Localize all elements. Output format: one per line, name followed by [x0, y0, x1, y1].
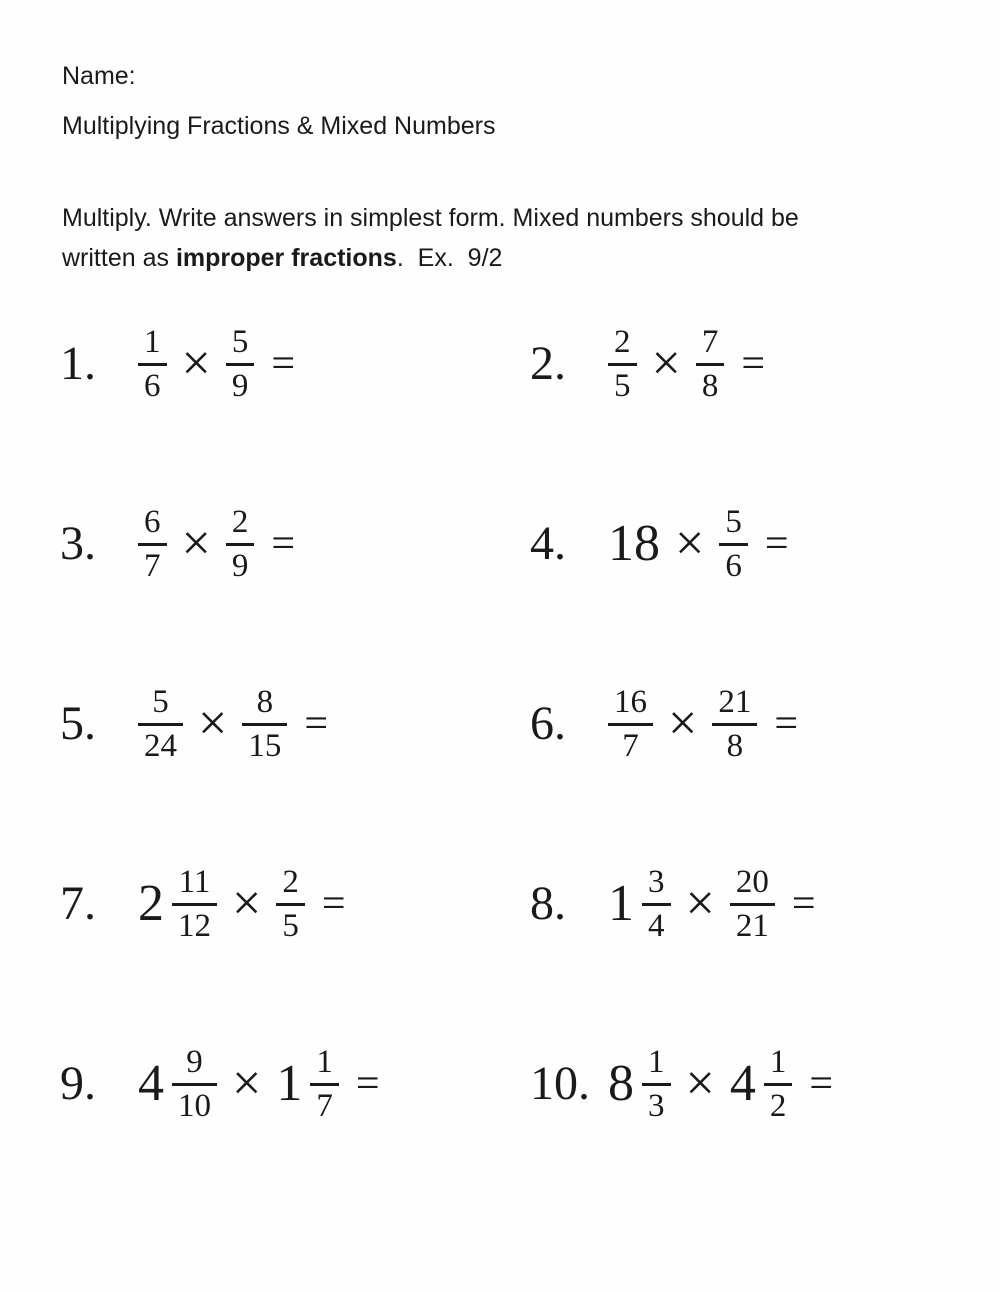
denominator: 24	[144, 727, 177, 764]
problem	[60, 814, 530, 994]
numerator: 2	[608, 326, 637, 366]
problem	[530, 454, 833, 634]
term	[608, 515, 660, 572]
term	[608, 323, 637, 404]
term	[276, 1043, 339, 1124]
term	[226, 503, 255, 584]
instructions	[62, 198, 942, 278]
term	[608, 683, 653, 764]
fraction	[719, 503, 748, 584]
problem-number: 3.	[60, 517, 96, 570]
numerator: 2	[226, 506, 255, 546]
multiply-operator: ×	[198, 695, 228, 752]
problem-number: 5.	[60, 697, 96, 750]
denominator: 6	[144, 367, 161, 404]
equals-sign: =	[741, 341, 766, 387]
equals-sign: =	[809, 1061, 834, 1107]
whole-number: 2	[138, 875, 164, 932]
denominator: 10	[178, 1087, 211, 1124]
numerator: 9	[172, 1046, 217, 1086]
numerator: 11	[172, 866, 217, 906]
fraction	[730, 863, 775, 944]
denominator: 9	[231, 367, 249, 404]
equals-sign: =	[355, 1061, 380, 1107]
numerator: 5	[226, 326, 255, 366]
fraction	[608, 323, 637, 404]
fraction	[226, 323, 255, 404]
fraction	[712, 683, 757, 764]
term	[729, 1043, 793, 1124]
equals-sign: =	[321, 881, 346, 927]
fraction	[608, 683, 653, 764]
expression	[608, 863, 816, 944]
multiply-operator: ×	[232, 1055, 262, 1112]
problem	[530, 274, 833, 454]
multiply-operator: ×	[181, 515, 211, 572]
numerator: 5	[138, 686, 183, 726]
term	[138, 503, 167, 584]
numerator: 6	[138, 506, 167, 546]
numerator: 20	[730, 866, 775, 906]
name-label: Name:	[62, 62, 136, 90]
fraction	[642, 863, 671, 944]
problem-number: 7.	[60, 877, 96, 930]
term	[138, 863, 217, 944]
problem	[530, 814, 833, 994]
equals-sign: =	[271, 521, 296, 567]
problem	[530, 634, 833, 814]
page-title: Multiplying Fractions & Mixed Numbers	[62, 112, 496, 140]
fraction	[310, 1043, 339, 1124]
fraction	[226, 503, 255, 584]
denominator: 9	[231, 547, 249, 584]
equals-sign: =	[774, 701, 799, 747]
multiply-operator: ×	[685, 875, 715, 932]
equals-sign: =	[304, 701, 329, 747]
fraction	[276, 863, 305, 944]
expression	[608, 683, 799, 764]
denominator: 5	[282, 907, 299, 944]
denominator: 6	[725, 547, 742, 584]
numerator: 21	[712, 686, 757, 726]
whole-number: 1	[608, 875, 634, 932]
term	[226, 323, 255, 404]
denominator: 12	[178, 907, 211, 944]
equals-sign: =	[764, 521, 789, 567]
fraction	[138, 503, 167, 584]
fraction	[642, 1043, 671, 1124]
whole-number: 4	[729, 1055, 756, 1112]
term	[276, 863, 305, 944]
whole-number: 4	[138, 1055, 164, 1112]
denominator: 7	[316, 1087, 333, 1124]
fraction	[172, 863, 217, 944]
expression	[138, 683, 329, 764]
instructions-line1: Multiply. Write answers in simplest form. Mixed numbers should be	[62, 204, 799, 232]
numerator: 2	[276, 866, 305, 906]
problem	[60, 634, 530, 814]
fraction	[764, 1043, 793, 1124]
expression	[608, 503, 789, 584]
denominator: 2	[769, 1087, 787, 1124]
problems-grid	[60, 274, 833, 1174]
equals-sign: =	[271, 341, 296, 387]
term	[712, 683, 757, 764]
equals-sign: =	[791, 881, 816, 927]
problem-number: 9.	[60, 1057, 96, 1110]
denominator: 15	[248, 727, 282, 764]
numerator: 1	[764, 1046, 793, 1086]
problem-number: 1.	[60, 337, 96, 390]
multiply-operator: ×	[668, 695, 698, 752]
multiply-operator: ×	[685, 1055, 715, 1112]
problem	[530, 994, 833, 1174]
fraction	[172, 1043, 217, 1124]
problem-number: 2.	[530, 337, 566, 390]
whole-number: 1	[276, 1055, 303, 1112]
problem-number: 4.	[530, 517, 566, 570]
term	[719, 503, 748, 584]
numerator: 3	[642, 866, 671, 906]
expression	[608, 323, 766, 404]
fraction	[138, 323, 167, 404]
denominator: 7	[622, 727, 639, 764]
instructions-line2-suffix: . Ex. 9/2	[396, 244, 503, 272]
problem	[60, 994, 530, 1174]
expression	[138, 863, 346, 944]
expression	[608, 1043, 834, 1124]
term	[242, 683, 287, 764]
expression	[138, 323, 296, 404]
fraction	[138, 683, 183, 764]
denominator: 4	[648, 907, 665, 944]
term	[608, 1043, 671, 1124]
multiply-operator: ×	[675, 515, 705, 572]
instructions-line2-prefix: written as	[62, 244, 176, 272]
denominator: 3	[648, 1087, 665, 1124]
multiply-operator: ×	[181, 335, 211, 392]
instructions-line2-bold: improper fractions	[175, 244, 397, 272]
denominator: 8	[726, 727, 744, 764]
numerator: 1	[310, 1046, 339, 1086]
problem	[60, 454, 530, 634]
whole-number: 18	[608, 515, 660, 572]
term	[730, 863, 775, 944]
numerator: 16	[608, 686, 653, 726]
term	[138, 683, 183, 764]
denominator: 8	[701, 367, 719, 404]
problem	[60, 274, 530, 454]
term	[608, 863, 671, 944]
numerator: 8	[242, 686, 287, 726]
problem-number: 8.	[530, 877, 566, 930]
fraction	[242, 683, 287, 764]
numerator: 1	[642, 1046, 671, 1086]
denominator: 5	[614, 367, 631, 404]
fraction	[696, 323, 725, 404]
expression	[138, 1043, 380, 1124]
multiply-operator: ×	[232, 875, 262, 932]
term	[696, 323, 725, 404]
problem-number: 10.	[530, 1057, 590, 1110]
problem-number: 6.	[530, 697, 566, 750]
whole-number: 8	[608, 1055, 634, 1112]
denominator: 21	[735, 907, 769, 944]
numerator: 1	[138, 326, 167, 366]
expression	[138, 503, 296, 584]
numerator: 7	[696, 326, 725, 366]
denominator: 7	[144, 547, 161, 584]
term	[138, 1043, 217, 1124]
numerator: 5	[719, 506, 748, 546]
term	[138, 323, 167, 404]
multiply-operator: ×	[651, 335, 681, 392]
